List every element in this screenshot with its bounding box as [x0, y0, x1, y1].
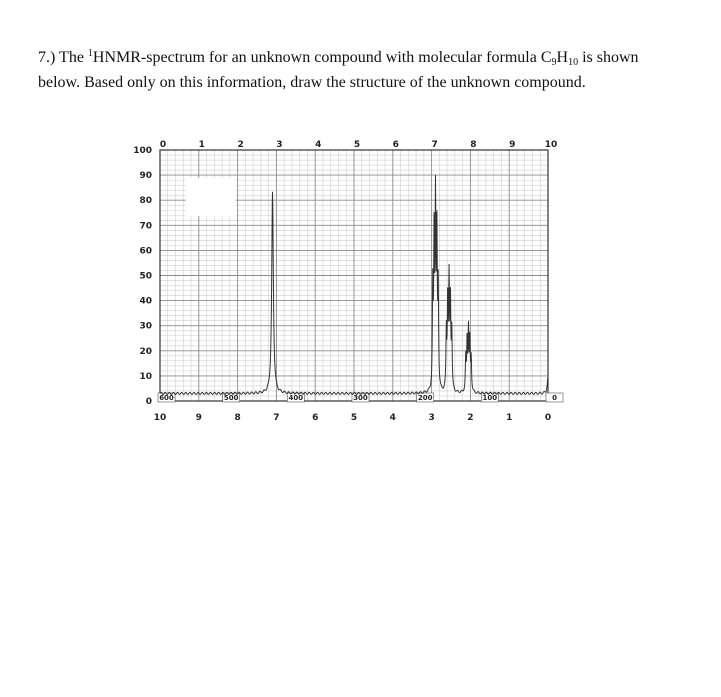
superscript-1: 1: [87, 48, 93, 59]
y-axis-tick-label: 10: [139, 371, 152, 382]
top-axis-tick-label: 9: [509, 140, 516, 150]
y-axis-tick-label: 80: [139, 196, 152, 207]
y-axis-labels: [133, 146, 152, 407]
bottom-axis-tick-label: 9: [195, 413, 202, 423]
y-axis-tick-label: 50: [139, 271, 152, 282]
bottom-axis-tick-label: 6: [312, 413, 319, 423]
top-axis-tick-label: 1: [198, 140, 205, 150]
bottom-axis-tick-label: 7: [273, 413, 280, 423]
hz-tick-label: 500: [223, 394, 239, 402]
hz-tick-label: 600: [159, 394, 174, 402]
top-axis-tick-label: 7: [431, 140, 438, 150]
y-axis-tick-label: 40: [139, 296, 152, 307]
question-text-d: is shown: [578, 49, 639, 66]
top-axis-tick-label: 0: [159, 140, 167, 150]
bottom-axis-tick-label: 3: [428, 413, 435, 423]
question-text-b: HNMR-spectrum for an unknown compound with molecular formula C: [92, 49, 552, 66]
hz-tick-label: 300: [353, 394, 368, 402]
top-axis-tick-label: 3: [276, 140, 283, 150]
question-line-2: below. Based only on this information, draw the structure of the unknown compound.: [38, 74, 586, 91]
bottom-axis-tick-label: 4: [389, 413, 396, 423]
question-text-c: H: [556, 49, 569, 66]
bottom-axis-tick-label: 5: [350, 413, 358, 423]
question-number: 7.): [38, 49, 56, 66]
y-axis-tick-label: 20: [139, 346, 152, 357]
bottom-axis-tick-label: 8: [234, 413, 241, 423]
hz-tick-label: 400: [288, 394, 304, 402]
y-axis-tick-label: 100: [133, 146, 152, 156]
y-axis-tick-label: 0: [145, 397, 152, 407]
bottom-axis-labels: [154, 413, 551, 423]
question-text-a: The: [59, 49, 88, 66]
hz-tick-label: 100: [482, 394, 498, 402]
top-axis-tick-label: 2: [237, 140, 244, 150]
y-axis-tick-label: 90: [139, 171, 152, 182]
top-axis-labels: [160, 140, 557, 150]
bottom-axis-tick-label: 2: [467, 413, 474, 423]
subscript-9: 9: [551, 57, 557, 68]
top-axis-tick-label: 5: [353, 140, 361, 150]
bottom-axis-tick-label: 1: [506, 413, 513, 423]
top-axis-tick-label: 4: [315, 140, 322, 150]
top-axis-tick-label: 8: [470, 140, 477, 150]
hz-tick-label: 200: [417, 394, 433, 402]
top-axis-tick-label: 10: [544, 140, 558, 150]
y-axis-tick-label: 60: [139, 246, 152, 257]
subscript-10: 10: [568, 57, 579, 68]
bottom-axis-tick-label: 10: [153, 413, 167, 423]
hz-tick-label: 0: [552, 394, 557, 402]
top-axis-tick-label: 6: [392, 140, 399, 150]
y-axis-tick-label: 70: [139, 221, 152, 232]
blank-box: [186, 178, 236, 216]
y-axis-tick-label: 30: [139, 321, 152, 332]
bottom-axis-tick-label: 0: [544, 413, 552, 423]
